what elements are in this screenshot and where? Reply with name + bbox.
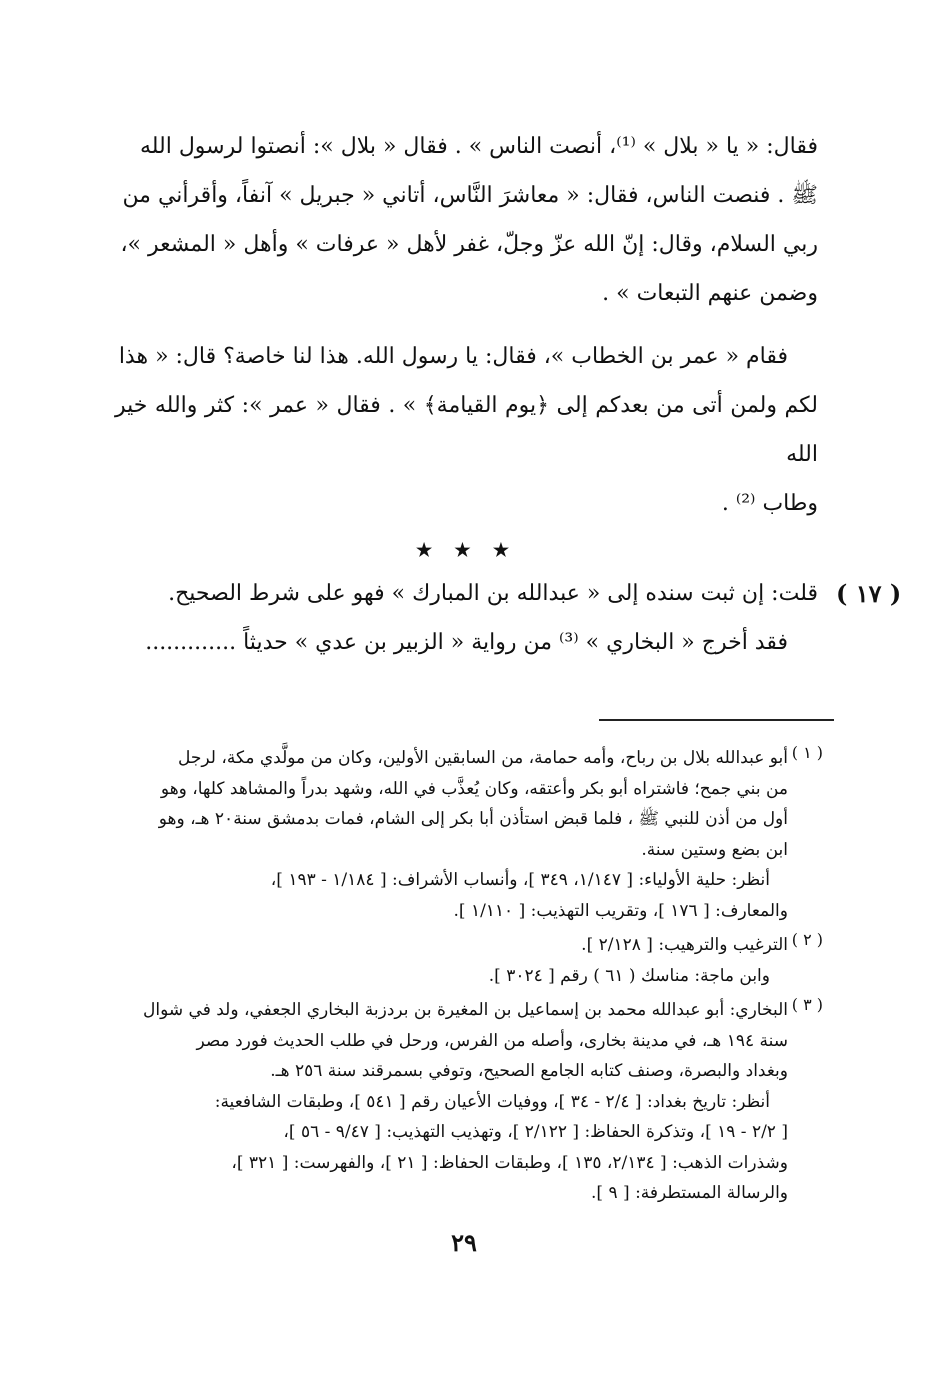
footnote-line: أبو عبدالله بلال بن رباح، وأمه حمامة، من السابقين الأولين، وكان من مولَّدي مكة، لرجل: [178, 748, 788, 768]
page-content: [115, 122, 902, 1209]
footnote-line: سنة ١٩٤ هـ، في مدينة بخارى، وأصله من الفرس، ورحل في طلب الحديث فورد مصر: [196, 1030, 788, 1051]
page-number: ٢٩: [451, 1228, 477, 1257]
footnote-separator: [599, 719, 834, 721]
footnote-line: البخاري: أبو عبدالله محمد بن إسماعيل بن المغيرة بن بردزبة البخاري الجعفي، ولد في شوال: [143, 1000, 788, 1020]
footnote-number: ( ١ ): [791, 743, 823, 762]
section-number: ( ١٧ ): [836, 579, 902, 608]
section-17: [115, 569, 902, 667]
footnote-line: ابن بضع وستين سنة.: [641, 839, 788, 860]
footnote-reference: والرسالة المستطرفة: [ ٩ ].: [591, 1183, 788, 1203]
footnote-number: ( ٢ ): [791, 930, 823, 949]
paragraph-1: [115, 122, 818, 318]
footnotes: [115, 743, 823, 1209]
text-line: وطاب ⁽²⁾ .: [721, 491, 818, 516]
footnote-reference: والمعارف: [ ١٧٦ ]، وتقريب التهذيب: [ ١/١١٠ ].: [453, 900, 788, 921]
text-line: لكم ولمن أتى من بعدكم إلى ﴿يوم القيامة﴾ » . فقال « عمر »: كثر والله خير الله: [115, 393, 818, 467]
text-line: فقام « عمر بن الخطاب »، فقال: يا رسول الله. هذا لنا خاصة؟ قال: « هذا: [118, 344, 788, 369]
footnote-reference: أنظر: حلية الأولياء: [ ١/١٤٧، ٣٤٩ ]، وأنساب الأشراف: [ ١/١٨٤ - ١٩٣ ]،: [270, 870, 770, 890]
text-line: فقال: « يا « بلال » ⁽¹⁾، أنصت الناس » . فقال « بلال »: أنصتوا لرسول الله: [139, 134, 818, 159]
footnote-1: [115, 743, 823, 926]
text-line: قلت: إن ثبت سنده إلى « عبدالله بن المبارك » فهو على شرط الصحيح.: [168, 581, 818, 606]
footnote-3: [115, 995, 823, 1209]
main-text: [115, 122, 902, 667]
footnote-line: أول من أذن للنبي ﷺ ، فلما قبض استأذن أبا بكر إلى الشام، فمات بدمشق سنة٢٠ هـ، وهو: [158, 809, 788, 829]
footnote-reference: [ ٢/٢ - ١٩ ]، وتذكرة الحفاظ: [ ٢/١٢٢ ]، وتهذيب التهذيب: [ ٩/٤٧ - ٥٦ ]،: [283, 1122, 788, 1142]
footnote-line: الترغيب والترهيب: [ ٢/١٢٨ ].: [581, 935, 788, 955]
text-line: ﷺ . فنصت الناس، فقال: « معاشرَ النَّاس، أتاني « جبريل » آنفاً، وأقرأني من: [122, 183, 818, 208]
paragraph-2: [115, 332, 818, 528]
footnote-number: ( ٣ ): [791, 995, 823, 1014]
footnote-line: من بني جمح؛ فاشتراه أبو بكر وأعتقه، وكان يُعذَّب في الله، وشهد بدراً والمشاهد كلها، وهو: [160, 778, 788, 799]
text-line: فقد أخرج « البخاري » ⁽³⁾ من رواية « الزبير بن عدي » حديثاً .............: [145, 630, 788, 655]
footnote-line: وبغداد والبصرة، وصنف كتابه الجامع الصحيح، وتوفي بسمرقند سنة ٢٥٦ هـ.: [270, 1061, 788, 1081]
text-line: ربي السلام، وقال: إنّ الله عزّ وجلّ، غفر لأهل « عرفات » وأهل « المشعر »،: [120, 232, 818, 257]
text-line: وضمن عنهم التبعات » .: [602, 281, 818, 306]
footnote-reference: وشذرات الذهب: [ ٢/١٣٤، ١٣٥ ]، وطبقات الحفاظ: [ ٢١ ]، والفهرست: [ ٣٢١ ]،: [231, 1152, 788, 1173]
section-divider-stars: ★ ★ ★: [416, 540, 517, 561]
footnote-2: [115, 930, 823, 991]
footnote-reference: أنظر: تاريخ بغداد: [ ٢/٤ - ٣٤ ]، ووفيات الأعيان رقم [ ٥٤١ ]، وطبقات الشافعية:: [214, 1091, 770, 1112]
footnote-reference: وابن ماجة: مناسك ( ٦١ ) رقم [ ٣٠٢٤ ].: [488, 965, 770, 986]
